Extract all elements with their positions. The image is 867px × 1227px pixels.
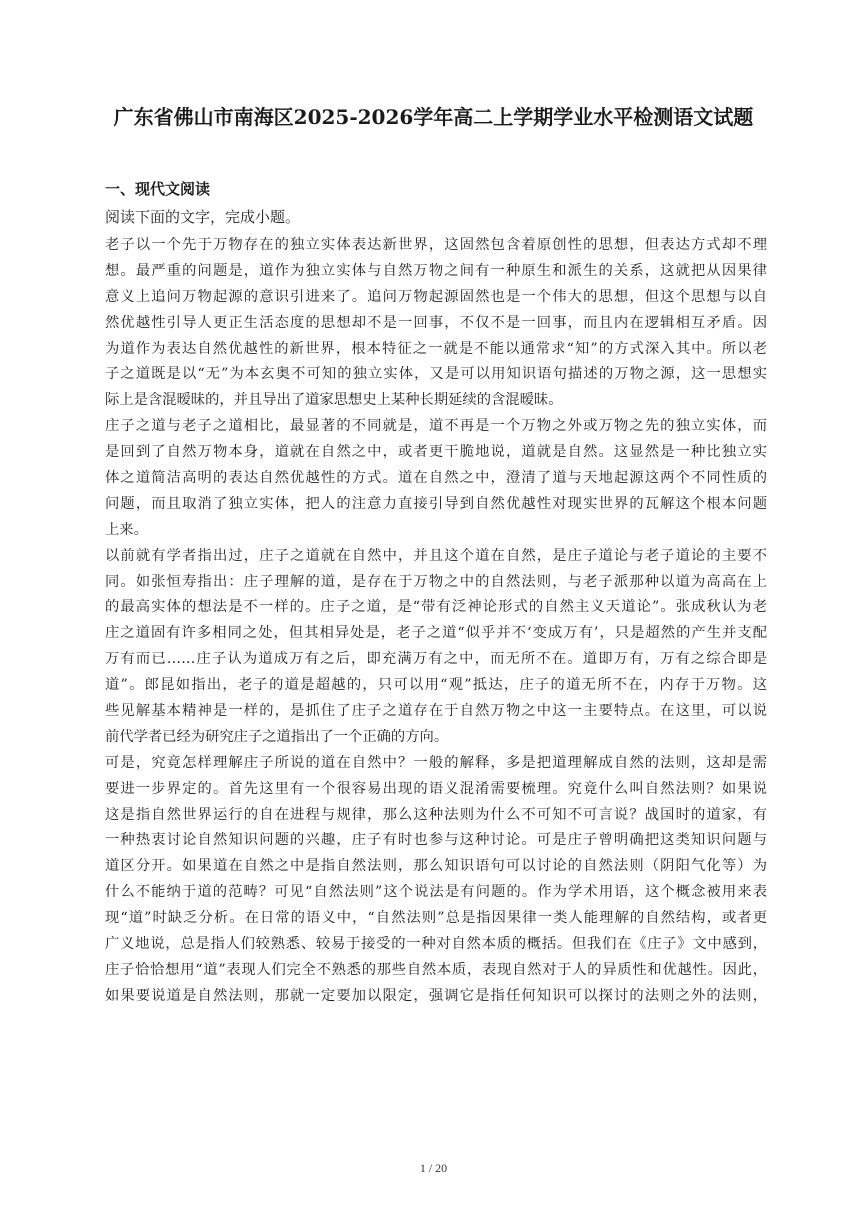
passage-line: 子之道既是以“无”为本玄奥不可知的独立实体，又是可以用知识语句描述的万物之源，这一思想实 <box>105 366 767 383</box>
passage-line: 意义上追问万物起源的意识引进来了。追问万物起源固然也是一个伟大的思想，但这个思想与以自 <box>105 288 767 305</box>
passage-line: 庄之道固有许多相同之处，但其相异处是，老子之道“似乎并不‘变成万有’，只是超然的产生并支配 <box>105 625 767 642</box>
passage-line: 要进一步界定的。首先这里有一个很容易出现的语义混淆需要梳理。究竟什么叫自然法则？如果说 <box>105 780 767 797</box>
passage-line: 如果要说道是自然法则，那就一定要加以限定，强调它是指任何知识可以探讨的法则之外的法则， <box>105 987 767 1004</box>
passage-line: 体之道简洁高明的表达自然优越性的方式。道在自然之中，澄清了道与天地起源这两个不同性质的 <box>105 470 767 487</box>
passage-line: 庄子之道与老子之道相比，最显著的不同就是，道不再是一个万物之外或万物之先的独立实体，而 <box>105 418 767 435</box>
passage-line: 前代学者已经为研究庄子之道指出了一个正确的方向。 <box>105 728 449 745</box>
passage-line: 可是，究竟怎样理解庄子所说的道在自然中？一般的解释，多是把道理解成自然的法则，这却是需 <box>105 754 767 771</box>
reading-instruction: 阅读下面的文字，完成小题。 <box>105 208 301 226</box>
passage-line: 是回到了自然万物本身，道就在自然之中，或者更干脆地说，道就是自然。这显然是一种比独立实 <box>105 444 767 461</box>
passage-line: 问题，而且取消了独立实体，把人的注意力直接引导到自然优越性对现实世界的瓦解这个根本问题 <box>105 495 767 512</box>
passage-line: 庄子恰恰想用“道”表现人们完全不熟悉的那些自然本质，表现自然对于人的异质性和优越性。因此， <box>105 961 767 978</box>
document-title: 广东省佛山市南海区2025-2026学年高二上学期学业水平检测语文试题 <box>113 105 754 129</box>
passage-line: 为道作为表达自然优越性的新世界，根本特征之一就是不能以通常求“知”的方式深入其中。所以老 <box>105 340 767 357</box>
passage-line: 万有而已……庄子认为道成万有之后，即充满万有之中，而无所不在。道即万有，万有之综合即是 <box>105 651 767 668</box>
passage-line: 道区分开。如果道在自然之中是指自然法则，那么知识语句可以讨论的自然法则（阴阳气化等）为 <box>105 858 767 875</box>
passage-line: 以前就有学者指出过，庄子之道就在自然中，并且这个道在自然，是庄子道论与老子道论的主要不 <box>105 547 767 564</box>
page-number: 1 / 20 <box>419 1161 448 1175</box>
passage-line: 什么不能纳于道的范畴？可见“自然法则”这个说法是有问题的。作为学术用语，这个概念被用来表 <box>105 884 767 901</box>
section-heading: 一、现代文阅读 <box>105 180 211 198</box>
passage-line: 老子以一个先于万物存在的独立实体表达新世界，这固然包含着原创性的思想，但表达方式却不理 <box>105 237 767 253</box>
passage-line: 些见解基本精神是一样的，是抓住了庄子之道存在于自然万物之中这一主要特点。在这里，可以说 <box>105 703 767 720</box>
passage-line: 然优越性引导人更正生活态度的思想却不是一回事，不仅不是一回事，而且内在逻辑相互矛盾。因 <box>105 314 767 331</box>
passage-line: 这是指自然世界运行的自在进程与规律，那么这种法则为什么不可知不可言说？战国时的道家，有 <box>105 806 767 823</box>
passage-line: 一种热衷讨论自然知识问题的兴趣，庄子有时也参与这种讨论。可是庄子曾明确把这类知识问题与 <box>105 832 767 849</box>
passage-line: 道”。郎昆如指出，老子的道是超越的，只可以用“观”抵达，庄子的道无所不在，内存于万物。这 <box>105 677 767 694</box>
passage-line: 广义地说，总是指人们较熟悉、较易于接受的一种对自然本质的概括。但我们在《庄子》文中感到， <box>105 936 767 953</box>
passage-line: 上来。 <box>105 521 148 538</box>
passage-line: 现“道”时缺乏分析。在日常的语义中，“自然法则”总是指因果律一类人能理解的自然结构，或者更 <box>105 910 767 927</box>
passage-line: 际上是含混暧昧的，并且导出了道家思想史上某种长期延续的含混暧昧。 <box>105 392 563 409</box>
passage-line: 想。最严重的问题是，道作为独立实体与自然万物之间有一种原生和派生的关系，这就把从因果律 <box>105 262 767 279</box>
passage-line: 的最高实体的想法是不一样的。庄子之道，是“带有泛神论形式的自然主义天道论”。张成秋认为老 <box>105 599 767 616</box>
passage-line: 同。如张恒寿指出：庄子理解的道，是存在于万物之中的自然法则，与老子派那种以道为高高在上 <box>105 573 767 590</box>
passage-body <box>105 233 767 1010</box>
